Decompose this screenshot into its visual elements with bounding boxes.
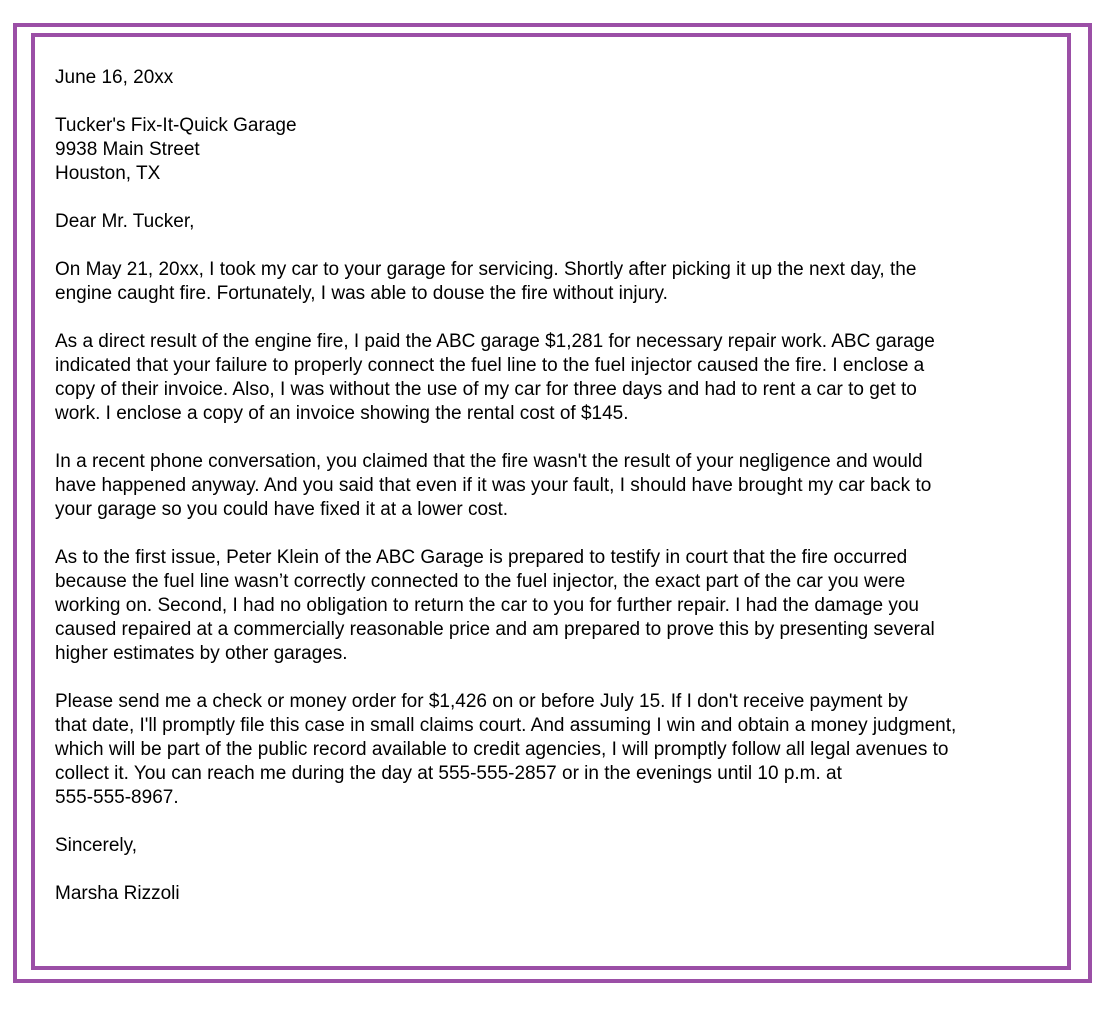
- paragraph-5: [55, 690, 1055, 810]
- recipient-name: Tucker's Fix-It-Quick Garage: [55, 115, 297, 136]
- paragraph-line: have happened anyway. And you said that even if it was your fault, I should have brought my car back to: [55, 475, 932, 496]
- recipient-address: [55, 114, 1055, 186]
- paragraph-line: On May 21, 20xx, I took my car to your garage for servicing. Shortly after picking it up the next day, the: [55, 259, 917, 280]
- paragraph-line: working on. Second, I had no obligation to return the car to you for further repair. I had the damage you: [55, 595, 919, 616]
- paragraph-line: 555-555-8967.: [55, 787, 179, 808]
- letter-body: [55, 66, 1055, 930]
- paragraph-line: which will be part of the public record available to credit agencies, I will promptly follow all legal avenues to: [55, 739, 949, 760]
- paragraph-line: As a direct result of the engine fire, I paid the ABC garage $1,281 for necessary repair work. ABC garage: [55, 331, 935, 352]
- paragraph-1: [55, 258, 1055, 306]
- paragraph-line: your garage so you could have fixed it at a lower cost.: [55, 499, 509, 520]
- letter-date: June 16, 20xx: [55, 67, 174, 88]
- paragraph-line: engine caught fire. Fortunately, I was able to douse the fire without injury.: [55, 283, 668, 304]
- paragraph-line: As to the first issue, Peter Klein of the ABC Garage is prepared to testify in court that the fire occurred: [55, 547, 908, 568]
- paragraph-line: that date, I'll promptly file this case in small claims court. And assuming I win and obtain a money judgment,: [55, 715, 957, 736]
- paragraph-line: work. I enclose a copy of an invoice showing the rental cost of $145.: [55, 403, 629, 424]
- paragraph-line: In a recent phone conversation, you claimed that the fire wasn't the result of your negligence and would: [55, 451, 923, 472]
- closing: Sincerely,: [55, 835, 138, 856]
- paragraph-line: because the fuel line wasn’t correctly connected to the fuel injector, the exact part of the car you were: [55, 571, 906, 592]
- paragraph-line: Please send me a check or money order for $1,426 on or before July 15. If I don't receive payment by: [55, 691, 908, 712]
- recipient-city: Houston, TX: [55, 163, 161, 184]
- paragraph-line: copy of their invoice. Also, I was without the use of my car for three days and had to rent a car to get to: [55, 379, 917, 400]
- paragraph-line: caused repaired at a commercially reasonable price and am prepared to prove this by presenting several: [55, 619, 935, 640]
- paragraph-line: indicated that your failure to properly connect the fuel line to the fuel injector caused the fire. I enclose a: [55, 355, 925, 376]
- paragraph-line: collect it. You can reach me during the day at 555-555-2857 or in the evenings until 10 p.m. at: [55, 763, 842, 784]
- salutation: Dear Mr. Tucker,: [55, 211, 195, 232]
- paragraph-3: [55, 450, 1055, 522]
- paragraph-4: [55, 546, 1055, 666]
- paragraph-2: [55, 330, 1055, 426]
- signature-name: Marsha Rizzoli: [55, 883, 180, 904]
- recipient-street: 9938 Main Street: [55, 139, 200, 160]
- paragraph-line: higher estimates by other garages.: [55, 643, 348, 664]
